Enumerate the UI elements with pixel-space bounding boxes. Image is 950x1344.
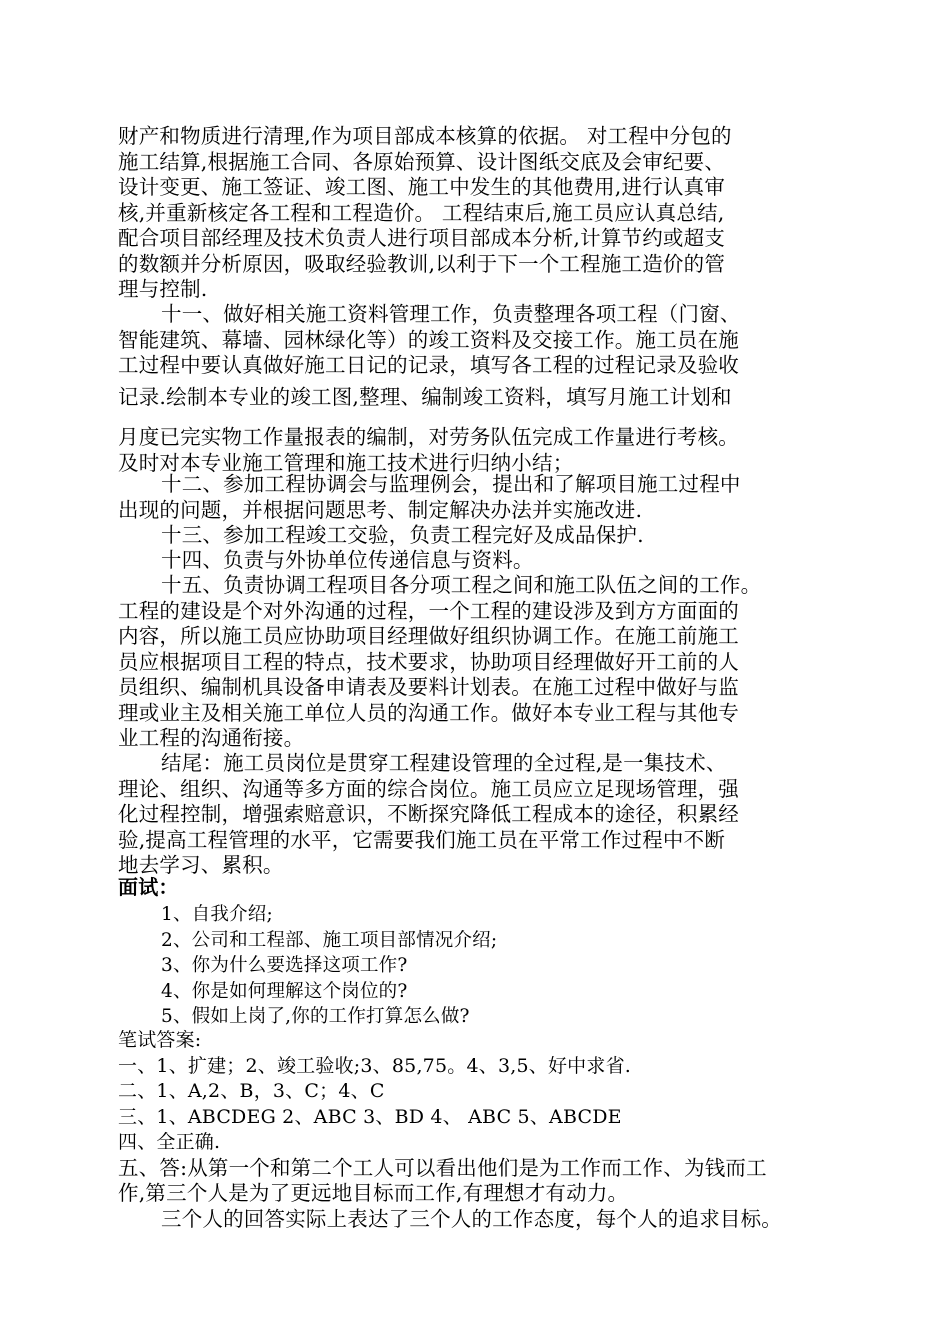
text-line: 核,并重新核定各工程和工程造价。 工程结束后,施工员应认真总结,	[118, 200, 725, 225]
text-line: 化过程控制，增强索赔意识，不断探究降低工程成本的途径，积累经	[118, 802, 739, 826]
text-line: 记录.绘制本专业的竣工图,整理、编制竣工资料，填写月施工计划和	[118, 385, 732, 409]
paragraph-item-12	[118, 472, 838, 523]
text-line: 及时对本专业施工管理和施工技术进行归纳小结；	[118, 450, 574, 475]
list-item: 5、假如上岗了,你的工作打算怎么做?	[161, 1006, 470, 1027]
text-line: 十二、参加工程协调会与监理例会，提出和了解项目施工过程中	[161, 472, 741, 496]
text-line: 内容，所以施工员应协助项目经理做好组织协调工作。在施工前施工	[118, 624, 739, 648]
list-item: 2、公司和工程部、施工项目部情况介绍;	[161, 929, 498, 951]
paragraph-item-13	[118, 523, 838, 549]
answer-line: 三个人的回答实际上表达了三个人的工作态度，每个人的追求目标。	[161, 1206, 782, 1231]
text-line: 施工结算,根据施工合同、各原始预算、设计图纸交底及会审纪要、	[118, 149, 726, 174]
text-line: 月度已完实物工作量报表的编制，对劳务队伍完成工作量进行考核。	[118, 425, 739, 449]
text-line: 结尾：施工员岗位是贯穿工程建设管理的全过程,是一集技术、	[161, 751, 727, 775]
interview-section	[118, 875, 838, 901]
text-line: 业工程的沟通衔接。	[118, 726, 305, 750]
paragraph-item-14	[118, 548, 838, 574]
paragraph-item-15	[118, 573, 838, 752]
answer-line: 三、1、ABCDEG 2、ABC 3、BD 4、 ABC 5、ABCDE	[118, 1105, 622, 1128]
text-line: 配合项目部经理及技术负责人进行项目部成本分析,计算节约或超支	[118, 226, 726, 250]
paragraph-conclusion	[118, 751, 838, 879]
text-line: 财产和物质进行清理,作为项目部成本核算的依据。 对工程中分包的	[118, 124, 732, 148]
answers-heading: 笔试答案:	[118, 1029, 202, 1051]
text-line: 理与控制.	[118, 277, 208, 301]
text-line: 的数额并分析原因，吸取经验教训,以利于下一个工程施工造价的管	[118, 251, 726, 276]
text-line: 十五、负责协调工程项目各分项工程之间和施工队伍之间的工作。	[161, 573, 762, 597]
answer-line: 五、答:从第一个和第二个工人可以看出他们是为工作而工作、为钱而工	[118, 1155, 767, 1180]
paragraph-item-11-cont	[118, 385, 838, 411]
text-line: 理或业主及相关施工单位人员的沟通工作。做好本专业工程与其他专	[118, 700, 739, 725]
text-line: 地去学习、累积。	[118, 853, 284, 877]
text-line: 工程的建设是个对外沟通的过程，一个工程的建设涉及到方方面面的	[118, 598, 739, 623]
answer-line: 作,第三个人是为了更远地目标而工作,有理想才有动力。	[118, 1181, 629, 1205]
paragraph-item-11	[118, 302, 838, 379]
text-line: 十四、负责与外协单位传递信息与资料。	[161, 548, 534, 572]
text-line: 十三、参加工程竣工交验，负责工程完好及成品保护.	[161, 523, 644, 547]
text-line: 设计变更、施工签证、竣工图、施工中发生的其他费用,进行认真审	[118, 175, 726, 199]
text-line: 出现的问题，并根据问题思考、制定解决办法并实施改进.	[118, 497, 643, 522]
list-item: 3、你为什么要选择这项工作?	[161, 955, 408, 976]
text-line: 员组织、编制机具设备申请表及要料计划表。在施工过程中做好与监	[118, 675, 739, 699]
text-line: 理论、组织、沟通等多方面的综合岗位。施工员应立足现场管理，强	[118, 776, 739, 801]
text-line: 十一、做好相关施工资料管理工作，负责整理各项工程（门窗、	[161, 302, 741, 326]
answers-section	[118, 1028, 838, 1232]
answer-line: 二、1、A,2、B，3、C；4、C	[118, 1080, 385, 1102]
text-line: 工过程中要认真做好施工日记的记录，填写各工程的过程记录及验收	[118, 353, 739, 377]
interview-question-list	[118, 902, 838, 1030]
text-line: 员应根据项目工程的特点，技术要求，协助项目经理做好开工前的人	[118, 649, 739, 674]
text-line: 验,提高工程管理的水平，它需要我们施工员在平常工作过程中不断	[118, 827, 726, 852]
text-line: 智能建筑、幕墙、园林绿化等）的竣工资料及交接工作。施工员在施	[118, 327, 739, 352]
paragraph-costing	[118, 124, 838, 303]
list-item: 4、你是如何理解这个岗位的?	[161, 980, 408, 1002]
answer-line: 一、1、扩建；2、竣工验收;3、85,75。4、3,5、好中求省.	[118, 1054, 632, 1077]
list-item: 1、自我介绍;	[161, 904, 273, 925]
interview-heading: 面试：	[118, 875, 179, 899]
answer-line: 四、全正确.	[118, 1131, 221, 1153]
paragraph-item-11-end	[118, 425, 838, 476]
